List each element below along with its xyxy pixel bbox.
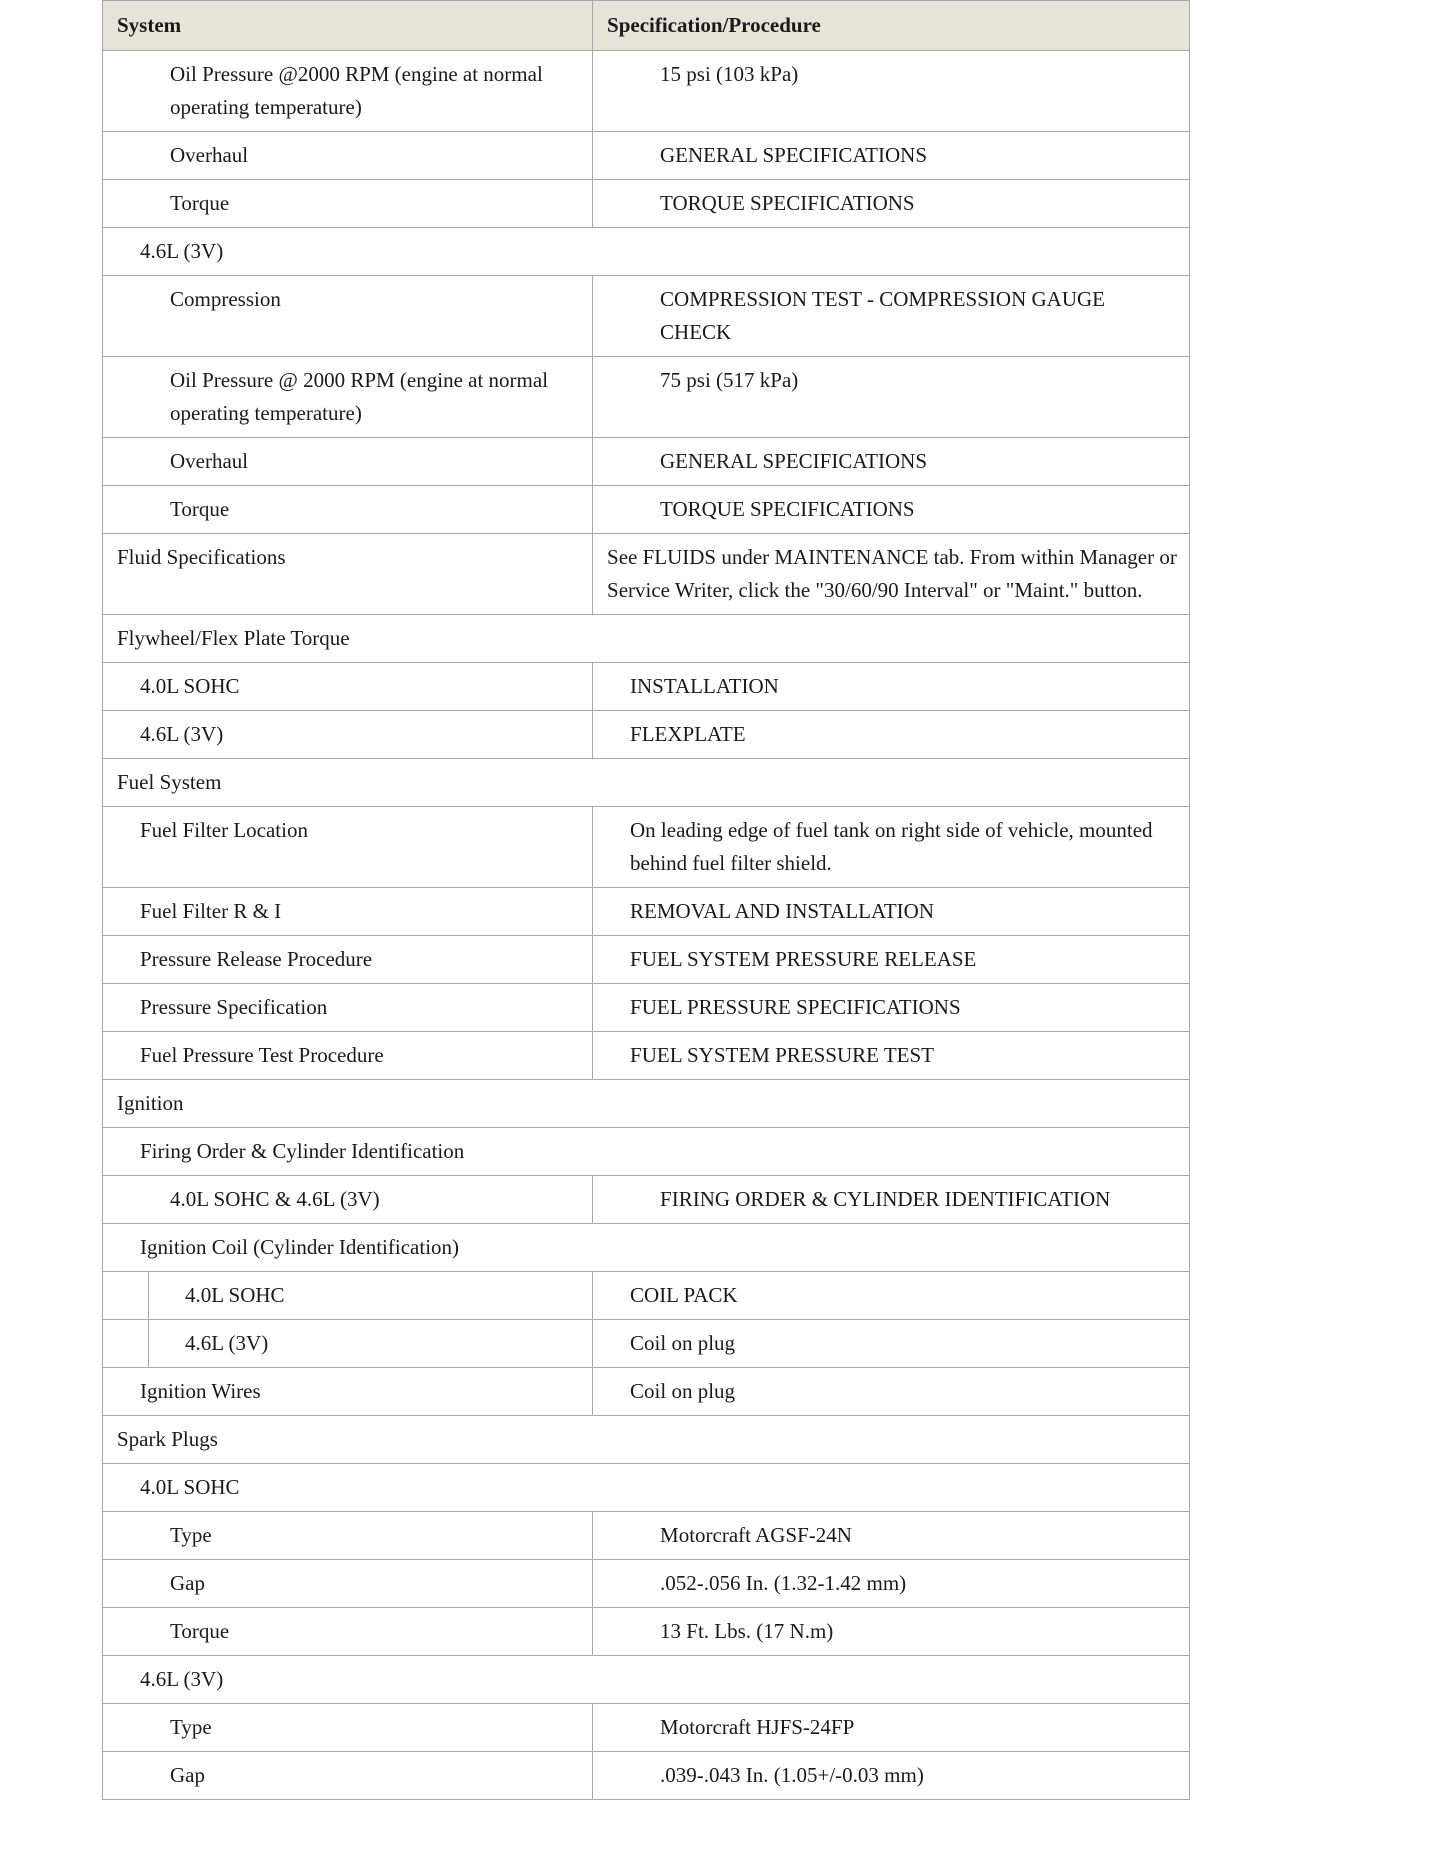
header-spec: Specification/Procedure — [593, 1, 1190, 51]
spec-cell: Motorcraft AGSF-24N — [593, 1512, 1190, 1560]
table-row — [103, 1608, 1190, 1656]
table-row — [103, 357, 1190, 438]
indent-cell — [103, 1320, 149, 1368]
system-cell: Gap — [103, 1560, 593, 1608]
table-row — [103, 888, 1190, 936]
spec-cell: FUEL SYSTEM PRESSURE TEST — [593, 1032, 1190, 1080]
spec-cell: 75 psi (517 kPa) — [593, 357, 1190, 438]
table-row — [103, 438, 1190, 486]
table-row — [103, 276, 1190, 357]
table-row — [103, 759, 1190, 807]
section-cell: Flywheel/Flex Plate Torque — [103, 615, 1190, 663]
table-row — [103, 180, 1190, 228]
system-cell: 4.0L SOHC — [103, 663, 593, 711]
system-cell: Fuel Filter Location — [103, 807, 593, 888]
spec-cell: 13 Ft. Lbs. (17 N.m) — [593, 1608, 1190, 1656]
table-row — [103, 1272, 1190, 1320]
system-cell: Oil Pressure @ 2000 RPM (engine at normal operating temperature) — [103, 357, 593, 438]
spec-cell: TORQUE SPECIFICATIONS — [593, 486, 1190, 534]
spec-cell: FIRING ORDER & CYLINDER IDENTIFICATION — [593, 1176, 1190, 1224]
spec-cell: On leading edge of fuel tank on right side of vehicle, mounted behind fuel filter shield. — [593, 807, 1190, 888]
spec-cell: REMOVAL AND INSTALLATION — [593, 888, 1190, 936]
spec-cell: See FLUIDS under MAINTENANCE tab. From within Manager or Service Writer, click the "30/60/90 Interval" or "Maint." button. — [593, 534, 1190, 615]
table-row — [103, 1464, 1190, 1512]
table-row — [103, 1752, 1190, 1800]
section-cell: Ignition — [103, 1080, 1190, 1128]
table-row — [103, 1320, 1190, 1368]
system-cell: 4.0L SOHC & 4.6L (3V) — [103, 1176, 593, 1224]
table-row — [103, 1128, 1190, 1176]
system-cell: Oil Pressure @2000 RPM (engine at normal operating temperature) — [103, 51, 593, 132]
spec-cell: COMPRESSION TEST - COMPRESSION GAUGE CHECK — [593, 276, 1190, 357]
spec-cell: FLEXPLATE — [593, 711, 1190, 759]
table-row — [103, 1368, 1190, 1416]
system-cell: Gap — [103, 1752, 593, 1800]
spec-cell: COIL PACK — [593, 1272, 1190, 1320]
system-cell: 4.0L SOHC — [149, 1272, 593, 1320]
table-row — [103, 1080, 1190, 1128]
spec-cell: INSTALLATION — [593, 663, 1190, 711]
system-cell: Pressure Specification — [103, 984, 593, 1032]
system-cell: Type — [103, 1512, 593, 1560]
spec-cell: Motorcraft HJFS-24FP — [593, 1704, 1190, 1752]
system-cell: Fluid Specifications — [103, 534, 593, 615]
system-cell: Compression — [103, 276, 593, 357]
indent-cell — [103, 1272, 149, 1320]
system-cell: Fuel Filter R & I — [103, 888, 593, 936]
system-cell: Torque — [103, 180, 593, 228]
table-row — [103, 615, 1190, 663]
spec-cell: Coil on plug — [593, 1320, 1190, 1368]
spec-cell: .052-.056 In. (1.32-1.42 mm) — [593, 1560, 1190, 1608]
table-row — [103, 1656, 1190, 1704]
table-row — [103, 807, 1190, 888]
system-cell: Type — [103, 1704, 593, 1752]
spec-cell: GENERAL SPECIFICATIONS — [593, 438, 1190, 486]
table-row — [103, 663, 1190, 711]
spec-cell: 15 psi (103 kPa) — [593, 51, 1190, 132]
spec-cell: TORQUE SPECIFICATIONS — [593, 180, 1190, 228]
system-cell: Torque — [103, 1608, 593, 1656]
section-cell: Spark Plugs — [103, 1416, 1190, 1464]
table-row — [103, 711, 1190, 759]
table-row — [103, 1176, 1190, 1224]
header-system: System — [103, 1, 593, 51]
system-cell: Pressure Release Procedure — [103, 936, 593, 984]
table-row — [103, 228, 1190, 276]
section-cell: Fuel System — [103, 759, 1190, 807]
table-row — [103, 936, 1190, 984]
system-cell: Fuel Pressure Test Procedure — [103, 1032, 593, 1080]
specifications-table — [102, 0, 1190, 1800]
system-cell: 4.6L (3V) — [149, 1320, 593, 1368]
table-row — [103, 984, 1190, 1032]
table-row — [103, 1032, 1190, 1080]
table-row — [103, 1224, 1190, 1272]
table-row — [103, 1416, 1190, 1464]
system-cell: Overhaul — [103, 438, 593, 486]
table-row — [103, 1512, 1190, 1560]
table-row — [103, 51, 1190, 132]
section-cell: 4.6L (3V) — [103, 1656, 1190, 1704]
system-cell: Torque — [103, 486, 593, 534]
section-cell: Ignition Coil (Cylinder Identification) — [103, 1224, 1190, 1272]
system-cell: Ignition Wires — [103, 1368, 593, 1416]
section-cell: 4.6L (3V) — [103, 228, 1190, 276]
spec-cell: GENERAL SPECIFICATIONS — [593, 132, 1190, 180]
table-row — [103, 132, 1190, 180]
spec-cell: Coil on plug — [593, 1368, 1190, 1416]
spec-cell: FUEL SYSTEM PRESSURE RELEASE — [593, 936, 1190, 984]
table-row — [103, 486, 1190, 534]
table-row — [103, 534, 1190, 615]
table-row — [103, 1704, 1190, 1752]
table-row — [103, 1560, 1190, 1608]
section-cell: Firing Order & Cylinder Identification — [103, 1128, 1190, 1176]
table-header-row — [103, 1, 1190, 51]
spec-cell: .039-.043 In. (1.05+/-0.03 mm) — [593, 1752, 1190, 1800]
system-cell: Overhaul — [103, 132, 593, 180]
section-cell: 4.0L SOHC — [103, 1464, 1190, 1512]
system-cell: 4.6L (3V) — [103, 711, 593, 759]
spec-cell: FUEL PRESSURE SPECIFICATIONS — [593, 984, 1190, 1032]
